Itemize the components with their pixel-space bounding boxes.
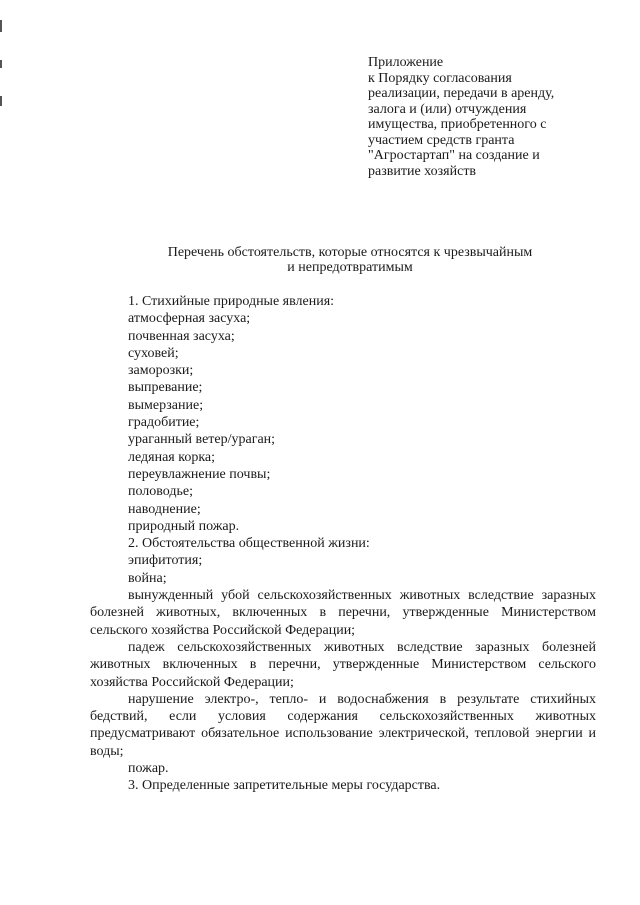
- heading-line: и непредотвратимым: [287, 260, 413, 275]
- scan-edge-mark: [0, 20, 2, 32]
- list-item: выпревание;: [128, 380, 203, 396]
- list-item: наводнение;: [128, 501, 201, 517]
- list-item: переувлажнение почвы;: [128, 466, 271, 482]
- list-item: суховей;: [128, 345, 179, 361]
- appendix-line: залога и (или) отчуждения: [368, 101, 527, 117]
- appendix-line: участием средств гранта: [368, 132, 515, 148]
- list-item: ледяная корка;: [128, 449, 216, 465]
- list-item: война;: [128, 570, 167, 586]
- list-item: пожар.: [128, 761, 169, 777]
- section-3-title: 3. Определенные запретительные меры государства.: [128, 778, 441, 794]
- list-item: почвенная засуха;: [128, 328, 235, 344]
- appendix-line: имущества, приобретенного с: [368, 117, 547, 132]
- appendix-line: "Агростартап" на создание и: [368, 148, 540, 163]
- document-body: [90, 293, 596, 795]
- appendix-line: развитие хозяйств: [368, 163, 477, 179]
- appendix-line: к Порядку согласования: [368, 70, 512, 86]
- list-item: природный пожар.: [128, 518, 240, 534]
- section-1-title: 1. Стихийные природные явления:: [128, 294, 335, 309]
- section-2-title: 2. Обстоятельства общественной жизни:: [128, 536, 370, 552]
- list-item: ураганный ветер/ураган;: [128, 432, 276, 448]
- heading-line: Перечень обстоятельств, которые относятся к чрезвычайным: [167, 245, 533, 260]
- list-item: атмосферная засуха;: [128, 311, 251, 327]
- paragraph-forced-slaughter: вынужденный убой сельскохозяйственных животных вследствие заразных болезней животных, включенных в перечни, утвержденные Министерством сельского хозяйства Российской Федерации;: [90, 588, 596, 638]
- appendix-note: [368, 55, 618, 179]
- paragraph-utility-disruption: нарушение электро-, тепло- и водоснабжения в результате стихийных бедствий, если условия содержания сельскохозяйственных животных предусматривают обязательное использование электрической, тепловой энергии и воды;: [90, 691, 596, 759]
- scan-edge-mark: [0, 96, 2, 106]
- paragraph-livestock-death: падеж сельскохозяйственных животных вследствие заразных болезней животных включенных в перечни, утвержденные Министерством сельского хозяйства Российской Федерации;: [90, 639, 596, 690]
- appendix-line: Приложение: [368, 55, 444, 70]
- list-item: заморозки;: [128, 363, 194, 379]
- list-item: градобитие;: [128, 415, 200, 431]
- scan-edge-mark: [0, 60, 2, 68]
- list-item: половодье;: [128, 484, 194, 500]
- appendix-line: реализации, передачи в аренду,: [368, 86, 555, 101]
- list-item: эпифитотия;: [128, 553, 203, 569]
- list-item: вымерзание;: [128, 397, 204, 413]
- document-heading: [90, 245, 610, 275]
